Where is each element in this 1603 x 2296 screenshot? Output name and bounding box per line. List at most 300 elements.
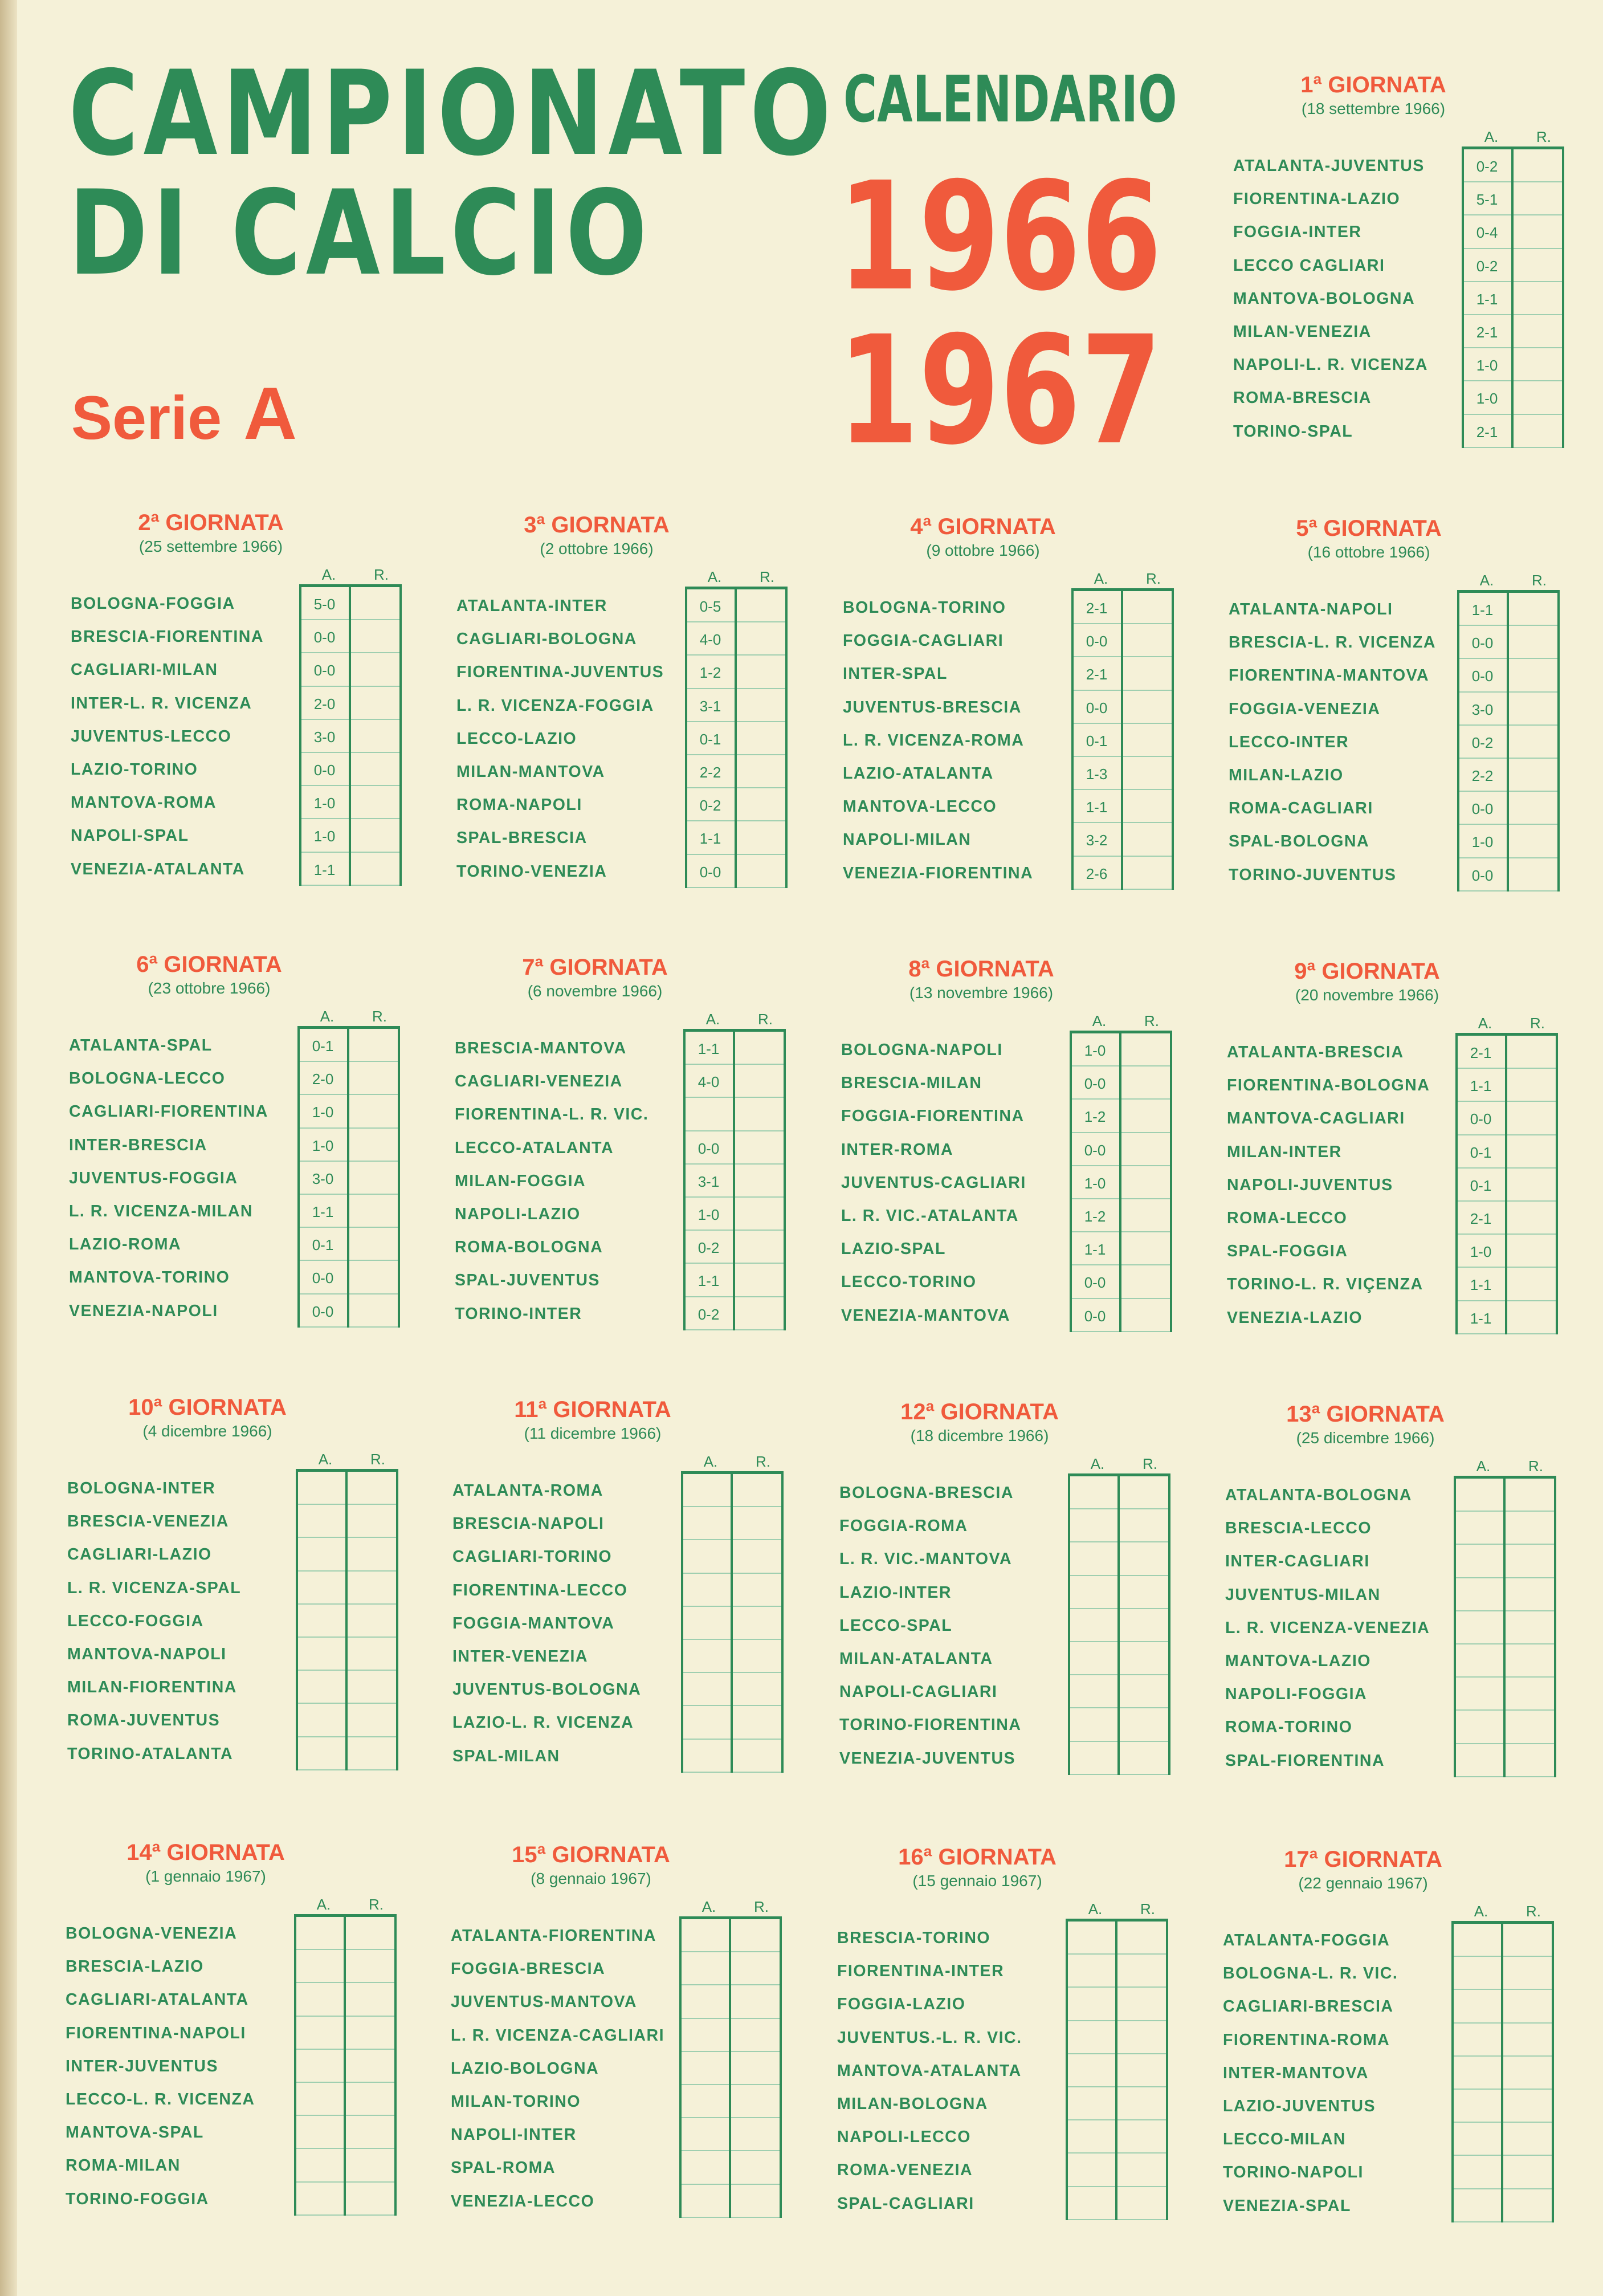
andata-score: 1-0 <box>1476 357 1498 374</box>
ritorno-header: R. <box>1140 1900 1155 1918</box>
match-row <box>841 1133 1170 1166</box>
andata-score: 1-0 <box>1084 1174 1106 1192</box>
andata-score: 1-0 <box>312 1137 334 1154</box>
andata-score: 0-0 <box>313 629 336 646</box>
match-row <box>1225 1479 1554 1512</box>
andata-score: 0-0 <box>312 1302 334 1320</box>
match-teams: ATALANTA-INTER <box>456 597 607 615</box>
andata-score: 2-1 <box>1470 1210 1492 1227</box>
andata-score: 1-2 <box>699 664 721 682</box>
andata-score: 1-3 <box>1086 765 1108 783</box>
match-row <box>452 1740 781 1773</box>
serie-label <box>71 371 297 456</box>
andata-score: 0-0 <box>312 1269 334 1287</box>
match-row <box>452 1640 781 1673</box>
match-teams: SPAL-FOGGIA <box>1227 1242 1348 1261</box>
andata-score: 1-0 <box>1084 1042 1106 1059</box>
match-teams: ATALANTA-BOLOGNA <box>1225 1486 1412 1504</box>
match-teams: LAZIO-JUVENTUS <box>1223 2096 1376 2115</box>
serie-letter: A <box>243 372 297 455</box>
match-row <box>837 1955 1166 1988</box>
giornata-title: 4ª GIORNATA <box>910 514 1056 539</box>
match-row <box>67 1638 396 1671</box>
match-row <box>1229 792 1557 825</box>
year-1967: 1967 <box>838 304 1162 478</box>
match-row <box>1229 858 1557 891</box>
giornata-date: (16 ottobre 1966) <box>1307 543 1430 561</box>
giornata-date: (2 ottobre 1966) <box>540 540 654 557</box>
match-teams: LAZIO-ATALANTA <box>843 764 994 783</box>
match-row <box>66 1950 394 1983</box>
match-row <box>841 1232 1170 1265</box>
andata-score: 1-0 <box>1476 390 1498 408</box>
andata-score: 1-1 <box>1086 799 1108 816</box>
giornata-title: 7ª GIORNATA <box>522 955 668 980</box>
match-row <box>839 1642 1168 1675</box>
andata-score: 5-0 <box>313 596 336 613</box>
match-teams: NAPOLI-INTER <box>451 2126 577 2144</box>
match-teams: SPAL-MILAN <box>452 1747 560 1765</box>
match-teams: ATALANTA-ROMA <box>452 1481 603 1500</box>
match-row <box>456 755 785 788</box>
match-row <box>1229 825 1557 858</box>
match-teams: VENEZIA-LAZIO <box>1227 1308 1363 1327</box>
match-row <box>1227 1235 1556 1268</box>
andata-score: 0-0 <box>1086 699 1108 717</box>
match-teams: VENEZIA-ATALANTA <box>71 860 245 878</box>
match-teams: JUVENTUS-MANTOVA <box>451 1993 637 2012</box>
match-row <box>71 753 399 786</box>
andata-header: A. <box>1088 1900 1103 1918</box>
score-table <box>452 1471 784 1773</box>
match-teams: NAPOLI-LECCO <box>837 2128 971 2147</box>
match-row <box>455 1165 784 1198</box>
match-row <box>1233 315 1562 348</box>
giornata-title: 5ª GIORNATA <box>1296 516 1442 541</box>
match-row <box>839 1742 1168 1775</box>
match-teams: L. R. VIC.-MANTOVA <box>839 1550 1013 1569</box>
score-table <box>67 1469 398 1770</box>
match-row <box>66 2083 394 2116</box>
match-teams: BRESCIA-VENEZIA <box>67 1512 229 1531</box>
match-row <box>67 1737 396 1770</box>
match-teams: LECCO-L. R. VICENZA <box>66 2090 255 2108</box>
giornata-date: (6 novembre 1966) <box>527 982 663 1000</box>
match-teams: L. R. VICENZA-CAGLIARI <box>451 2026 664 2045</box>
andata-score: 0-0 <box>698 1139 720 1157</box>
match-row <box>66 2183 394 2216</box>
row-divider <box>1070 1774 1168 1775</box>
andata-score: 2-6 <box>1086 865 1108 882</box>
row-divider <box>300 1326 398 1328</box>
match-teams: VENEZIA-NAPOLI <box>69 1301 218 1320</box>
match-row <box>1223 1924 1552 1957</box>
ritorno-header: R. <box>374 566 389 583</box>
ritorno-header: R. <box>369 1896 384 1913</box>
match-teams: ROMA-VENEZIA <box>837 2161 973 2180</box>
andata-score: 0-0 <box>313 761 336 779</box>
andata-score: 2-1 <box>1086 666 1108 683</box>
andata-score: 0-0 <box>1471 800 1494 818</box>
match-teams: ROMA-MILAN <box>66 2156 181 2175</box>
ritorno-header: R. <box>372 1008 387 1025</box>
row-divider <box>1454 2221 1552 2222</box>
match-row <box>452 1574 781 1607</box>
match-teams: BOLOGNA-BRESCIA <box>839 1484 1014 1502</box>
match-teams: MILAN-MANTOVA <box>456 762 605 781</box>
match-teams: L. R. VICENZA-ROMA <box>843 731 1025 750</box>
andata-score: 4-0 <box>699 631 721 649</box>
match-row <box>456 589 785 622</box>
match-row <box>455 1131 784 1165</box>
match-teams: L. R. VICENZA-MILAN <box>69 1202 253 1220</box>
match-teams: LECCO-SPAL <box>839 1616 953 1635</box>
match-row <box>452 1507 781 1540</box>
row-divider <box>296 2214 394 2216</box>
giornata-title: 15ª GIORNATA <box>512 1842 670 1867</box>
andata-score: 3-2 <box>1086 832 1108 849</box>
andata-score: 1-1 <box>699 830 721 848</box>
ritorno-header: R. <box>1532 572 1547 589</box>
andata-score: 0-1 <box>1086 732 1108 750</box>
match-row <box>67 1472 396 1505</box>
match-teams: L. R. VICENZA-VENEZIA <box>1225 1618 1430 1637</box>
match-row <box>1225 1512 1554 1545</box>
match-row <box>1223 2156 1552 2189</box>
match-teams: MANTOVA-SPAL <box>66 2123 204 2142</box>
match-teams: INTER-ROMA <box>841 1140 954 1159</box>
andata-score: 1-0 <box>1471 833 1494 851</box>
andata-score: 1-2 <box>1084 1108 1106 1126</box>
match-row <box>71 819 399 852</box>
score-table <box>839 1473 1170 1775</box>
match-teams: BRESCIA-LAZIO <box>66 1957 204 1976</box>
match-row <box>841 1299 1170 1332</box>
match-teams: NAPOLI-FOGGIA <box>1225 1685 1368 1704</box>
andata-score: 2-0 <box>312 1070 334 1088</box>
match-teams: FOGGIA-LAZIO <box>837 1995 966 2014</box>
score-table <box>1229 590 1560 891</box>
score-table <box>451 1916 782 2218</box>
match-teams: LECCO CAGLIARI <box>1233 256 1385 275</box>
match-teams: FOGGIA-VENEZIA <box>1229 699 1381 718</box>
giornata-date: (8 gennaio 1967) <box>531 1870 651 1887</box>
match-row <box>66 2017 394 2050</box>
match-row <box>66 2116 394 2149</box>
match-teams: VENEZIA-FIORENTINA <box>843 864 1034 882</box>
match-teams: BOLOGNA-LECCO <box>69 1069 226 1088</box>
match-teams: FOGGIA-FIORENTINA <box>841 1107 1025 1126</box>
match-row <box>66 1983 394 2016</box>
match-teams: ATALANTA-FIORENTINA <box>451 1927 656 1945</box>
giornata-date: (13 novembre 1966) <box>909 984 1054 1002</box>
score-table <box>837 1919 1168 2220</box>
match-row <box>455 1264 784 1297</box>
ritorno-header: R. <box>1530 1015 1545 1032</box>
match-row <box>1233 215 1562 249</box>
row-divider <box>301 885 399 886</box>
match-teams: TORINO-L. R. VIÇENZA <box>1227 1275 1423 1294</box>
match-row <box>1229 759 1557 792</box>
match-teams: ROMA-TORINO <box>1225 1718 1353 1737</box>
andata-score: 0-0 <box>1084 1307 1106 1325</box>
match-row <box>71 620 399 653</box>
row-divider <box>683 1772 781 1773</box>
giornata-title: 11ª GIORNATA <box>514 1397 671 1422</box>
match-teams: LECCO-INTER <box>1229 732 1349 751</box>
match-teams: NAPOLI-L. R. VICENZA <box>1233 356 1428 374</box>
match-teams: NAPOLI-JUVENTUS <box>1227 1175 1393 1194</box>
match-row <box>1225 1678 1554 1711</box>
match-row <box>839 1509 1168 1542</box>
match-teams: LAZIO-SPAL <box>841 1240 946 1259</box>
match-teams: ROMA-BOLOGNA <box>455 1238 603 1257</box>
andata-header: A. <box>1474 1903 1488 1920</box>
match-row <box>1225 1578 1554 1611</box>
ritorno-header: R. <box>1536 128 1551 145</box>
calendario-heading: CALENDARIO <box>843 63 1177 137</box>
match-row <box>837 2021 1166 2054</box>
match-teams: INTER-SPAL <box>843 665 948 683</box>
match-teams: FOGGIA-BRESCIA <box>451 1960 606 1979</box>
match-teams: MANTOVA-ATALANTA <box>837 2061 1022 2080</box>
match-row <box>451 2185 780 2218</box>
match-row <box>71 687 399 720</box>
match-row <box>69 1195 398 1228</box>
match-row <box>1225 1545 1554 1578</box>
score-table <box>66 1914 397 2216</box>
match-row <box>1223 2189 1552 2222</box>
andata-score: 0-0 <box>1084 1075 1106 1093</box>
match-row <box>451 2085 780 2118</box>
match-teams: CAGLIARI-ATALANTA <box>66 1990 249 2009</box>
match-teams: BRESCIA-FIORENTINA <box>71 628 264 646</box>
andata-header: A. <box>321 566 336 583</box>
match-teams: NAPOLI-CAGLIARI <box>839 1683 998 1701</box>
match-teams: CAGLIARI-VENEZIA <box>455 1072 623 1091</box>
match-row <box>843 724 1172 757</box>
match-row <box>455 1032 784 1065</box>
match-row <box>1223 2024 1552 2057</box>
match-teams: INTER-VENEZIA <box>452 1647 589 1666</box>
andata-header: A. <box>1479 572 1494 589</box>
giornata-title: 13ª GIORNATA <box>1286 1402 1445 1427</box>
match-row <box>67 1605 396 1638</box>
andata-score: 0-0 <box>1470 1110 1492 1128</box>
match-teams: MILAN-LAZIO <box>1229 766 1344 784</box>
match-teams: INTER-MANTOVA <box>1223 2063 1369 2082</box>
andata-score: 0-0 <box>1084 1274 1106 1292</box>
match-row <box>66 2050 394 2083</box>
match-row <box>71 587 399 620</box>
match-teams: NAPOLI-SPAL <box>71 827 189 845</box>
match-row <box>452 1474 781 1507</box>
match-teams: ROMA-JUVENTUS <box>67 1711 221 1730</box>
andata-score: 1-1 <box>1084 1241 1106 1259</box>
andata-score: 0-1 <box>699 730 721 748</box>
match-teams: CAGLIARI-FIORENTINA <box>69 1102 268 1121</box>
match-teams: BOLOGNA-L. R. VIC. <box>1223 1964 1398 1983</box>
match-teams: L. R. VICENZA-SPAL <box>67 1578 242 1597</box>
giornata-date: (23 ottobre 1966) <box>148 979 271 997</box>
andata-score: 2-0 <box>313 695 336 713</box>
match-teams: BRESCIA-NAPOLI <box>452 1515 605 1533</box>
match-teams: SPAL-BRESCIA <box>456 829 588 848</box>
match-teams: ATALANTA-SPAL <box>69 1036 213 1055</box>
match-row <box>67 1704 396 1737</box>
andata-score: 1-1 <box>312 1203 334 1220</box>
match-teams: FIORENTINA-MANTOVA <box>1229 666 1430 685</box>
match-teams: SPAL-ROMA <box>451 2159 556 2177</box>
giornata-date: (1 gennaio 1967) <box>145 1867 266 1885</box>
match-teams: SPAL-CAGLIARI <box>837 2194 974 2213</box>
match-teams: VENEZIA-MANTOVA <box>841 1306 1010 1325</box>
match-row <box>66 1917 394 1950</box>
match-teams: MANTOVA-TORINO <box>69 1268 230 1287</box>
match-teams: ROMA-BRESCIA <box>1233 389 1372 408</box>
match-row <box>1227 1135 1556 1169</box>
match-row <box>456 656 785 689</box>
match-row <box>451 1952 780 1985</box>
match-row <box>71 853 399 886</box>
match-teams: FOGGIA-ROMA <box>839 1517 968 1536</box>
andata-score: 2-1 <box>1086 600 1108 617</box>
andata-header: A. <box>1484 128 1499 145</box>
row-divider <box>1074 889 1172 890</box>
match-teams: LAZIO-ROMA <box>69 1235 182 1254</box>
match-row <box>843 591 1172 624</box>
match-row <box>69 1228 398 1261</box>
match-row <box>66 2149 394 2182</box>
giornata-date: (20 novembre 1966) <box>1295 986 1439 1004</box>
match-teams: NAPOLI-MILAN <box>843 831 972 849</box>
match-row <box>455 1065 784 1098</box>
match-teams: MILAN-ATALANTA <box>839 1649 993 1668</box>
match-teams: LECCO-LAZIO <box>456 729 577 748</box>
match-teams: BRESCIA-MILAN <box>841 1074 982 1093</box>
match-row <box>69 1095 398 1128</box>
andata-score: 0-0 <box>1086 633 1108 650</box>
match-row <box>456 821 785 854</box>
match-teams: MILAN-FIORENTINA <box>67 1678 237 1697</box>
match-row <box>1229 726 1557 759</box>
score-table <box>71 584 402 886</box>
andata-header: A. <box>1092 1012 1107 1029</box>
match-teams: FOGGIA-MANTOVA <box>452 1614 615 1633</box>
match-row <box>455 1231 784 1264</box>
match-row <box>71 720 399 753</box>
match-row <box>455 1297 784 1330</box>
andata-header: A. <box>1090 1455 1105 1472</box>
match-row <box>1229 626 1557 659</box>
row-divider <box>298 1769 396 1770</box>
match-teams: LAZIO-TORINO <box>71 760 198 779</box>
ritorno-header: R. <box>1144 1012 1159 1029</box>
giornata-title: 8ª GIORNATA <box>908 956 1054 982</box>
match-teams: MANTOVA-LAZIO <box>1225 1651 1371 1670</box>
match-row <box>1225 1611 1554 1644</box>
ritorno-header: R. <box>1143 1455 1157 1472</box>
match-teams: VENEZIA-JUVENTUS <box>839 1749 1016 1768</box>
andata-score: 0-1 <box>312 1037 334 1055</box>
match-row <box>841 1100 1170 1133</box>
ritorno-header: R. <box>760 568 774 585</box>
row-divider <box>1464 447 1562 448</box>
match-teams: INTER-CAGLIARI <box>1225 1552 1370 1571</box>
match-row <box>1225 1711 1554 1744</box>
giornata-date: (25 settembre 1966) <box>138 538 283 555</box>
score-table <box>455 1029 786 1330</box>
match-teams: BOLOGNA-NAPOLI <box>841 1041 1003 1059</box>
match-teams: ATALANTA-BRESCIA <box>1227 1043 1404 1061</box>
score-table <box>1225 1476 1556 1777</box>
match-row <box>1227 1202 1556 1235</box>
match-row <box>839 1476 1168 1509</box>
row-divider <box>1072 1331 1170 1332</box>
match-row <box>67 1572 396 1605</box>
andata-score: 0-2 <box>1476 158 1498 175</box>
giornata-title: 3ª GIORNATA <box>524 512 670 538</box>
match-row <box>1227 1069 1556 1102</box>
andata-score: 0-2 <box>699 797 721 815</box>
andata-score: 0-0 <box>699 863 721 881</box>
match-teams: MANTOVA-CAGLIARI <box>1227 1109 1405 1128</box>
ritorno-header: R. <box>1528 1458 1543 1475</box>
giornata-date: (18 dicembre 1966) <box>910 1427 1049 1444</box>
match-row <box>837 2153 1166 2187</box>
andata-score: 2-1 <box>1476 423 1498 441</box>
andata-score: 1-0 <box>312 1104 334 1121</box>
ritorno-header: R. <box>754 1898 769 1915</box>
giornata-title: 17ª GIORNATA <box>1284 1847 1442 1872</box>
andata-score: 0-4 <box>1476 224 1498 242</box>
match-row <box>1229 659 1557 692</box>
giornata-date: (18 settembre 1966) <box>1301 100 1446 117</box>
page-edge <box>0 0 17 2296</box>
andata-score: 2-1 <box>1476 323 1498 341</box>
andata-score: 0-0 <box>1084 1141 1106 1159</box>
match-teams: FIORENTINA-NAPOLI <box>66 2024 246 2042</box>
match-teams: FIORENTINA-L. R. VIC. <box>455 1105 649 1124</box>
match-row <box>841 1033 1170 1066</box>
match-row <box>837 1988 1166 2021</box>
andata-header: A. <box>1478 1015 1492 1032</box>
match-row <box>451 1919 780 1952</box>
match-row <box>1229 593 1557 626</box>
match-teams: NAPOLI-LAZIO <box>455 1204 581 1223</box>
giornata-title: 2ª GIORNATA <box>138 510 284 535</box>
giornata-date: (15 gennaio 1967) <box>912 1872 1042 1890</box>
match-teams: ROMA-NAPOLI <box>456 796 582 815</box>
giornata-title: 16ª GIORNATA <box>898 1845 1057 1870</box>
giornata-date: (4 dicembre 1966) <box>142 1422 272 1440</box>
match-row <box>451 2052 780 2085</box>
match-teams: BRESCIA-TORINO <box>837 1929 991 1947</box>
match-row <box>69 1261 398 1294</box>
score-table <box>1233 146 1564 448</box>
match-teams: FIORENTINA-LECCO <box>452 1581 628 1599</box>
match-row <box>1223 1957 1552 1990</box>
match-row <box>456 855 785 888</box>
match-row <box>1233 415 1562 448</box>
ritorno-header: R. <box>1146 570 1161 587</box>
match-teams: LECCO-MILAN <box>1223 2130 1346 2149</box>
andata-score: 5-1 <box>1476 191 1498 209</box>
andata-score: 2-2 <box>699 763 721 781</box>
match-row <box>1233 182 1562 215</box>
row-divider <box>682 2217 780 2218</box>
match-teams: BOLOGNA-VENEZIA <box>66 1924 238 1943</box>
